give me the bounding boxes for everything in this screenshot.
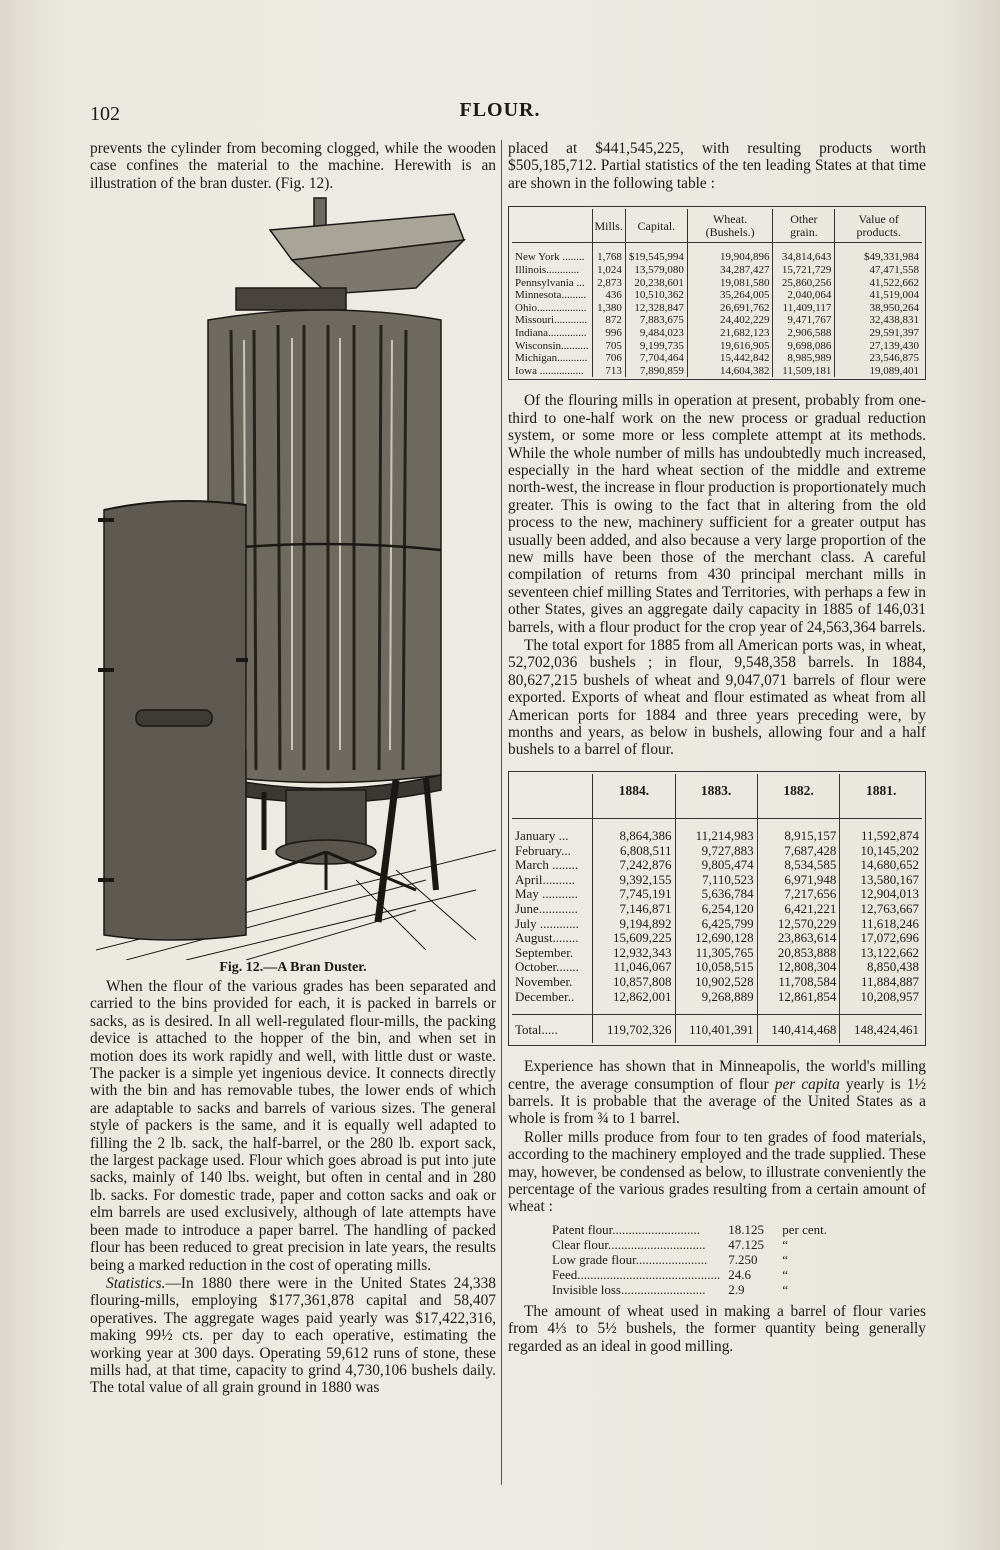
table-row bbox=[512, 931, 922, 946]
running-head: FLOUR. bbox=[459, 99, 541, 121]
grade-label: Feed............................................ bbox=[552, 1266, 721, 1282]
table-cell: 9,268,889 bbox=[675, 990, 757, 1005]
table-cell: 24,402,229 bbox=[687, 314, 773, 327]
row-label: April.......... bbox=[515, 871, 575, 887]
table-cell: 25,860,256 bbox=[773, 277, 835, 290]
table-cell: 10,857,808 bbox=[593, 975, 675, 990]
table-cell: 7,687,428 bbox=[757, 844, 840, 859]
paragraph: The amount of wheat used in making a barrel of flour varies from 4⅓ to 5½ bushels, the former quantity being generally regarded as an ideal in good milling. bbox=[508, 1302, 926, 1355]
table-row bbox=[512, 829, 922, 844]
row-label: Illinois............ bbox=[515, 264, 580, 276]
table-cell: 27,139,430 bbox=[835, 340, 922, 353]
table-cell: 19,904,896 bbox=[687, 243, 773, 264]
table-cell: 7,146,871 bbox=[593, 902, 675, 917]
table-cell: 15,442,842 bbox=[687, 352, 773, 365]
table-row bbox=[512, 289, 922, 302]
table-cell: 12,861,854 bbox=[757, 990, 840, 1005]
table-row bbox=[512, 314, 922, 327]
table-row bbox=[512, 946, 922, 961]
row-label: October....... bbox=[515, 959, 579, 975]
table-cell: 11,884,887 bbox=[840, 975, 922, 990]
table-cell: 9,805,474 bbox=[675, 858, 757, 873]
table-cell: 11,708,584 bbox=[757, 975, 840, 990]
row-label: June............ bbox=[515, 900, 578, 916]
grade-label: Low grade flour...................... bbox=[552, 1251, 708, 1267]
table-cell: 148,424,461 bbox=[840, 1014, 922, 1043]
table-cell: 9,392,155 bbox=[593, 873, 675, 888]
row-label: Total..... bbox=[512, 1014, 593, 1043]
grade-value: 18.125 bbox=[728, 1221, 765, 1237]
column-header: 1882. bbox=[757, 774, 840, 819]
row-label: December.. bbox=[515, 988, 575, 1004]
row-label: January ... bbox=[515, 827, 569, 843]
table-cell: 10,145,202 bbox=[840, 844, 922, 859]
table-cell: 12,932,343 bbox=[593, 946, 675, 961]
row-label: July ............ bbox=[515, 915, 579, 931]
table-cell: 8,985,989 bbox=[773, 352, 835, 365]
table-cell: 7,883,675 bbox=[625, 314, 687, 327]
grade-value: 47.125 bbox=[728, 1236, 765, 1252]
table-cell: 12,570,229 bbox=[757, 917, 840, 932]
table-cell: 2,873 bbox=[592, 277, 625, 290]
table-cell: 140,414,468 bbox=[757, 1014, 840, 1043]
table-cell: 23,546,875 bbox=[835, 352, 922, 365]
figure-caption: Fig. 12.—A Bran Duster. bbox=[219, 960, 367, 975]
grade-unit: per cent. bbox=[782, 1221, 828, 1237]
paragraph: The total export for 1885 from all American ports was, in wheat, 52,702,036 bushels ; in flour, 9,548,358 barrels. In 1884, 80,627,215 bushels of wheat and 9,047,071 barrels of flour were exported. Exports of wheat and flour estimated as wheat from all American ports for 1884 and three years preceding were, by months and years, as below in bushels, allowing four and a half bushels to a barrel of flour. bbox=[508, 637, 926, 759]
grade-unit: “ bbox=[782, 1281, 789, 1297]
table-cell: 20,853,888 bbox=[757, 946, 840, 961]
table-cell: 6,421,221 bbox=[757, 902, 840, 917]
table-cell: 29,591,397 bbox=[835, 327, 922, 340]
column-header bbox=[512, 774, 593, 819]
table-cell: 12,808,304 bbox=[757, 960, 840, 975]
bran-duster-illustration bbox=[96, 190, 496, 960]
row-label: Ohio.................. bbox=[515, 301, 587, 314]
table-cell: 19,081,580 bbox=[687, 277, 773, 290]
table-row bbox=[512, 302, 922, 315]
grade-row bbox=[548, 1252, 831, 1267]
table-cell: 7,217,656 bbox=[757, 887, 840, 902]
table-row bbox=[512, 264, 922, 277]
right-column bbox=[508, 140, 926, 1356]
left-column-bottom bbox=[90, 978, 496, 1398]
table-cell: 19,089,401 bbox=[835, 365, 922, 378]
row-label: March ........ bbox=[515, 857, 579, 873]
table-cell: $19,545,994 bbox=[625, 243, 687, 264]
table-row bbox=[512, 960, 922, 975]
table-cell: 11,409,117 bbox=[773, 302, 835, 315]
table-cell: 38,950,264 bbox=[835, 302, 922, 315]
table-row bbox=[512, 990, 922, 1005]
table-row bbox=[512, 873, 922, 888]
table-row bbox=[512, 352, 922, 365]
table-cell: 11,618,246 bbox=[840, 917, 922, 932]
table-cell: 11,046,067 bbox=[593, 960, 675, 975]
table-row bbox=[512, 975, 922, 990]
grade-unit: “ bbox=[782, 1266, 789, 1282]
row-label: Wisconsin.......... bbox=[515, 339, 589, 352]
grade-label: Clear flour.............................. bbox=[552, 1236, 706, 1252]
table-cell: 13,579,080 bbox=[625, 264, 687, 277]
table-cell: 9,194,892 bbox=[593, 917, 675, 932]
paragraph: prevents the cylinder from becoming clogged, while the wooden case confines the material to the machine. Herewith is an illustration of the bran duster. (Fig. 12). bbox=[90, 140, 496, 192]
paragraph: Experience has shown that in Minneapolis, the world's milling centre, the average consumption of flour per capita yearly is 1½ barrels. It is probable that the average of the United States as a whole is from ¾ to 1 barrel. bbox=[508, 1058, 926, 1128]
row-label: Indiana.............. bbox=[515, 326, 587, 339]
column-header: Wheat. (Bushels.) bbox=[687, 209, 773, 243]
table-row bbox=[512, 327, 922, 340]
table-cell: 10,902,528 bbox=[675, 975, 757, 990]
table-cell: 12,862,001 bbox=[593, 990, 675, 1005]
table-cell: 47,471,558 bbox=[835, 264, 922, 277]
table-cell: 8,534,585 bbox=[757, 858, 840, 873]
table-cell: 11,592,874 bbox=[840, 829, 922, 844]
grade-row bbox=[548, 1282, 831, 1297]
paragraph: Of the flouring mills in operation at present, probably from one-third to one-half work on the new process or gradual reduction system, or some more or less complete attempt at its methods. While the whole number of mills has undoubtedly much increased, especially in the hard wheat section of the middle and extreme north-west, the increase in flour production is proportionately much greater. This is owing to the fact that in altering from the old process to the new, machinery sufficient for a greater output has usually been added, and also because a very large proportion of the new mills have been those of the merchant class. A careful compilation of returns from 430 principal merchant mills in seventeen chief milling States and Territories, with perhaps a few in other States, gives an aggregate daily capacity in 1885 of 146,031 barrels, with a flour product for the crop year of 24,563,364 barrels. bbox=[508, 392, 926, 636]
total-row bbox=[512, 1014, 922, 1043]
statistics-heading: Statistics. bbox=[106, 1274, 166, 1292]
table-cell: 705 bbox=[592, 340, 625, 353]
table-row bbox=[512, 340, 922, 353]
table-cell: 41,522,662 bbox=[835, 277, 922, 290]
table-cell: 20,238,601 bbox=[625, 277, 687, 290]
table-cell: 11,509,181 bbox=[773, 365, 835, 378]
paragraph-text: —In 1880 there were in the United States 24,338 flouring-mills, employing $177,361,878 capital and 58,407 operatives. The aggregate wages paid yearly was $17,422,316, making 99½ cts. per day to each operative, estimating the working year at 300 days. Operating 59,612 runs of stone, these mills had, at that time, capacity to grind 4,730,106 bushels daily. The total value of all grain ground in 1880 was bbox=[90, 1274, 496, 1397]
column-header: Capital. bbox=[625, 209, 687, 243]
table-cell: 10,208,957 bbox=[840, 990, 922, 1005]
table-cell: 713 bbox=[592, 365, 625, 378]
paragraph: placed at $441,545,225, with resulting products worth $505,185,712. Partial statistics of the ten leading States at that time are shown in the following table : bbox=[508, 140, 926, 192]
table-cell: 1,380 bbox=[592, 302, 625, 315]
table-row bbox=[512, 277, 922, 290]
paragraph bbox=[90, 1275, 496, 1397]
grade-row bbox=[548, 1267, 831, 1282]
grade-label: Invisible loss.......................... bbox=[552, 1281, 706, 1297]
table-cell: 41,519,004 bbox=[835, 289, 922, 302]
table-cell: 9,199,735 bbox=[625, 340, 687, 353]
table-cell: 10,510,362 bbox=[625, 289, 687, 302]
table-cell: 1,024 bbox=[592, 264, 625, 277]
table-cell: 34,287,427 bbox=[687, 264, 773, 277]
table-cell: 9,698,086 bbox=[773, 340, 835, 353]
table-cell: 13,122,662 bbox=[840, 946, 922, 961]
column-header bbox=[512, 209, 592, 243]
grade-value: 2.9 bbox=[728, 1281, 745, 1297]
table-cell: 14,604,382 bbox=[687, 365, 773, 378]
table-cell: 13,580,167 bbox=[840, 873, 922, 888]
table-cell: 8,915,157 bbox=[757, 829, 840, 844]
export-table bbox=[508, 771, 926, 1046]
table-cell: 706 bbox=[592, 352, 625, 365]
table-cell: 15,609,225 bbox=[593, 931, 675, 946]
table-cell: 10,058,515 bbox=[675, 960, 757, 975]
table-cell: 1,768 bbox=[592, 243, 625, 264]
table-cell: 6,425,799 bbox=[675, 917, 757, 932]
table-cell: 6,971,948 bbox=[757, 873, 840, 888]
table-cell: 7,110,523 bbox=[675, 873, 757, 888]
grade-row bbox=[548, 1222, 831, 1237]
table-cell: 11,305,765 bbox=[675, 946, 757, 961]
table-cell: 23,863,614 bbox=[757, 931, 840, 946]
table-cell: 26,691,762 bbox=[687, 302, 773, 315]
state-statistics-table bbox=[508, 206, 926, 380]
table-cell: 19,616,905 bbox=[687, 340, 773, 353]
table-cell: 9,484,023 bbox=[625, 327, 687, 340]
table-cell: 2,906,588 bbox=[773, 327, 835, 340]
table-cell: 11,214,983 bbox=[675, 829, 757, 844]
grade-unit: “ bbox=[782, 1251, 789, 1267]
left-column-top bbox=[90, 140, 496, 193]
column-divider bbox=[501, 140, 502, 1485]
table-cell: 12,328,847 bbox=[625, 302, 687, 315]
grade-unit: “ bbox=[782, 1236, 789, 1252]
table-cell: 996 bbox=[592, 327, 625, 340]
table-cell: 119,702,326 bbox=[593, 1014, 675, 1043]
row-label: August........ bbox=[515, 930, 579, 946]
table-cell: 14,680,652 bbox=[840, 858, 922, 873]
table-cell: $49,331,984 bbox=[835, 243, 922, 264]
table-cell: 6,808,511 bbox=[593, 844, 675, 859]
table-cell: 7,704,464 bbox=[625, 352, 687, 365]
table-cell: 5,636,784 bbox=[675, 887, 757, 902]
paragraph: When the flour of the various grades has been separated and carried to the bins provided for each, it is packed in barrels or sacks, as is desired. In all well-regulated flour-mills, the packing device is attached to the hopper of the bin, and when set in motion does its work rapidly and well, with little dust or waste. The packer is a simple yet ingenious device. It connects directly with the bin and has removable tubes, the lower ends of which are adaptable to sacks and barrels of various sizes. The general style of packers is the same, and it is equally well adapted to filling the 2 lb. sack, the half-barrel, or the 280 lb. export sack, the largest package used. Flour which goes abroad is put into jute sacks, mainly of 140 lbs. weight, but often in cental and in 280 lb. sacks. For domestic trade, paper and cotton sacks and oak or elm barrels are used exclusively, although of late attempts have been made to introduce a paper barrel. The handling of packed flour has been reduced to great precision in late years, the results being a marked reduction in the cost of operating mills. bbox=[90, 978, 496, 1274]
table-row bbox=[512, 902, 922, 917]
table-cell: 21,682,123 bbox=[687, 327, 773, 340]
column-header: 1884. bbox=[593, 774, 675, 819]
table-cell: 34,814,643 bbox=[773, 243, 835, 264]
table-row bbox=[512, 365, 922, 378]
row-label: Missouri............ bbox=[515, 314, 588, 327]
table-cell: 2,040,064 bbox=[773, 289, 835, 302]
table-cell: 8,864,386 bbox=[593, 829, 675, 844]
row-label: New York ........ bbox=[515, 251, 585, 264]
row-label: Pennsylvania ... bbox=[515, 276, 585, 289]
grade-value: 24.6 bbox=[728, 1266, 752, 1282]
table-cell: 7,242,876 bbox=[593, 858, 675, 873]
table-cell: 9,727,883 bbox=[675, 844, 757, 859]
column-header: 1883. bbox=[675, 774, 757, 819]
grade-value: 7.250 bbox=[728, 1251, 758, 1267]
table-row bbox=[512, 243, 922, 264]
table-cell: 15,721,729 bbox=[773, 264, 835, 277]
row-label: November. bbox=[515, 973, 573, 989]
table-cell: 872 bbox=[592, 314, 625, 327]
table-cell: 9,471,767 bbox=[773, 314, 835, 327]
row-label: Iowa ................ bbox=[515, 364, 584, 377]
row-label: Minnesota......... bbox=[515, 289, 587, 302]
table-cell: 32,438,831 bbox=[835, 314, 922, 327]
paragraph: Roller mills produce from four to ten grades of food materials, according to the machinery employed and the trade supplied. These may, however, be condensed as below, to illustrate conveniently the percentage of the various grades resulting from a certain amount of wheat : bbox=[508, 1128, 926, 1216]
table-cell: 7,745,191 bbox=[593, 887, 675, 902]
table-cell: 7,890,859 bbox=[625, 365, 687, 378]
table-cell: 12,763,667 bbox=[840, 902, 922, 917]
row-label: September. bbox=[515, 944, 574, 960]
table-cell: 6,254,120 bbox=[675, 902, 757, 917]
table-cell: 436 bbox=[592, 289, 625, 302]
row-label: Michigan........... bbox=[515, 352, 588, 365]
row-label: May ........... bbox=[515, 886, 578, 902]
table-cell: 12,904,013 bbox=[840, 887, 922, 902]
table-cell: 35,264,005 bbox=[687, 289, 773, 302]
table-row bbox=[512, 844, 922, 859]
table-cell: 12,690,128 bbox=[675, 931, 757, 946]
column-header: 1881. bbox=[840, 774, 922, 819]
table-row bbox=[512, 887, 922, 902]
grade-label: Patent flour........................... bbox=[552, 1221, 701, 1237]
grades-table bbox=[548, 1222, 831, 1297]
table-cell: 110,401,391 bbox=[675, 1014, 757, 1043]
table-row bbox=[512, 917, 922, 932]
column-header: Mills. bbox=[592, 209, 625, 243]
grade-row bbox=[548, 1237, 831, 1252]
page-number: 102 bbox=[90, 103, 120, 125]
table-cell: 8,850,438 bbox=[840, 960, 922, 975]
column-header: Other grain. bbox=[773, 209, 835, 243]
column-header: Value of products. bbox=[835, 209, 922, 243]
table-cell: 17,072,696 bbox=[840, 931, 922, 946]
table-row bbox=[512, 858, 922, 873]
row-label: February... bbox=[515, 842, 571, 858]
